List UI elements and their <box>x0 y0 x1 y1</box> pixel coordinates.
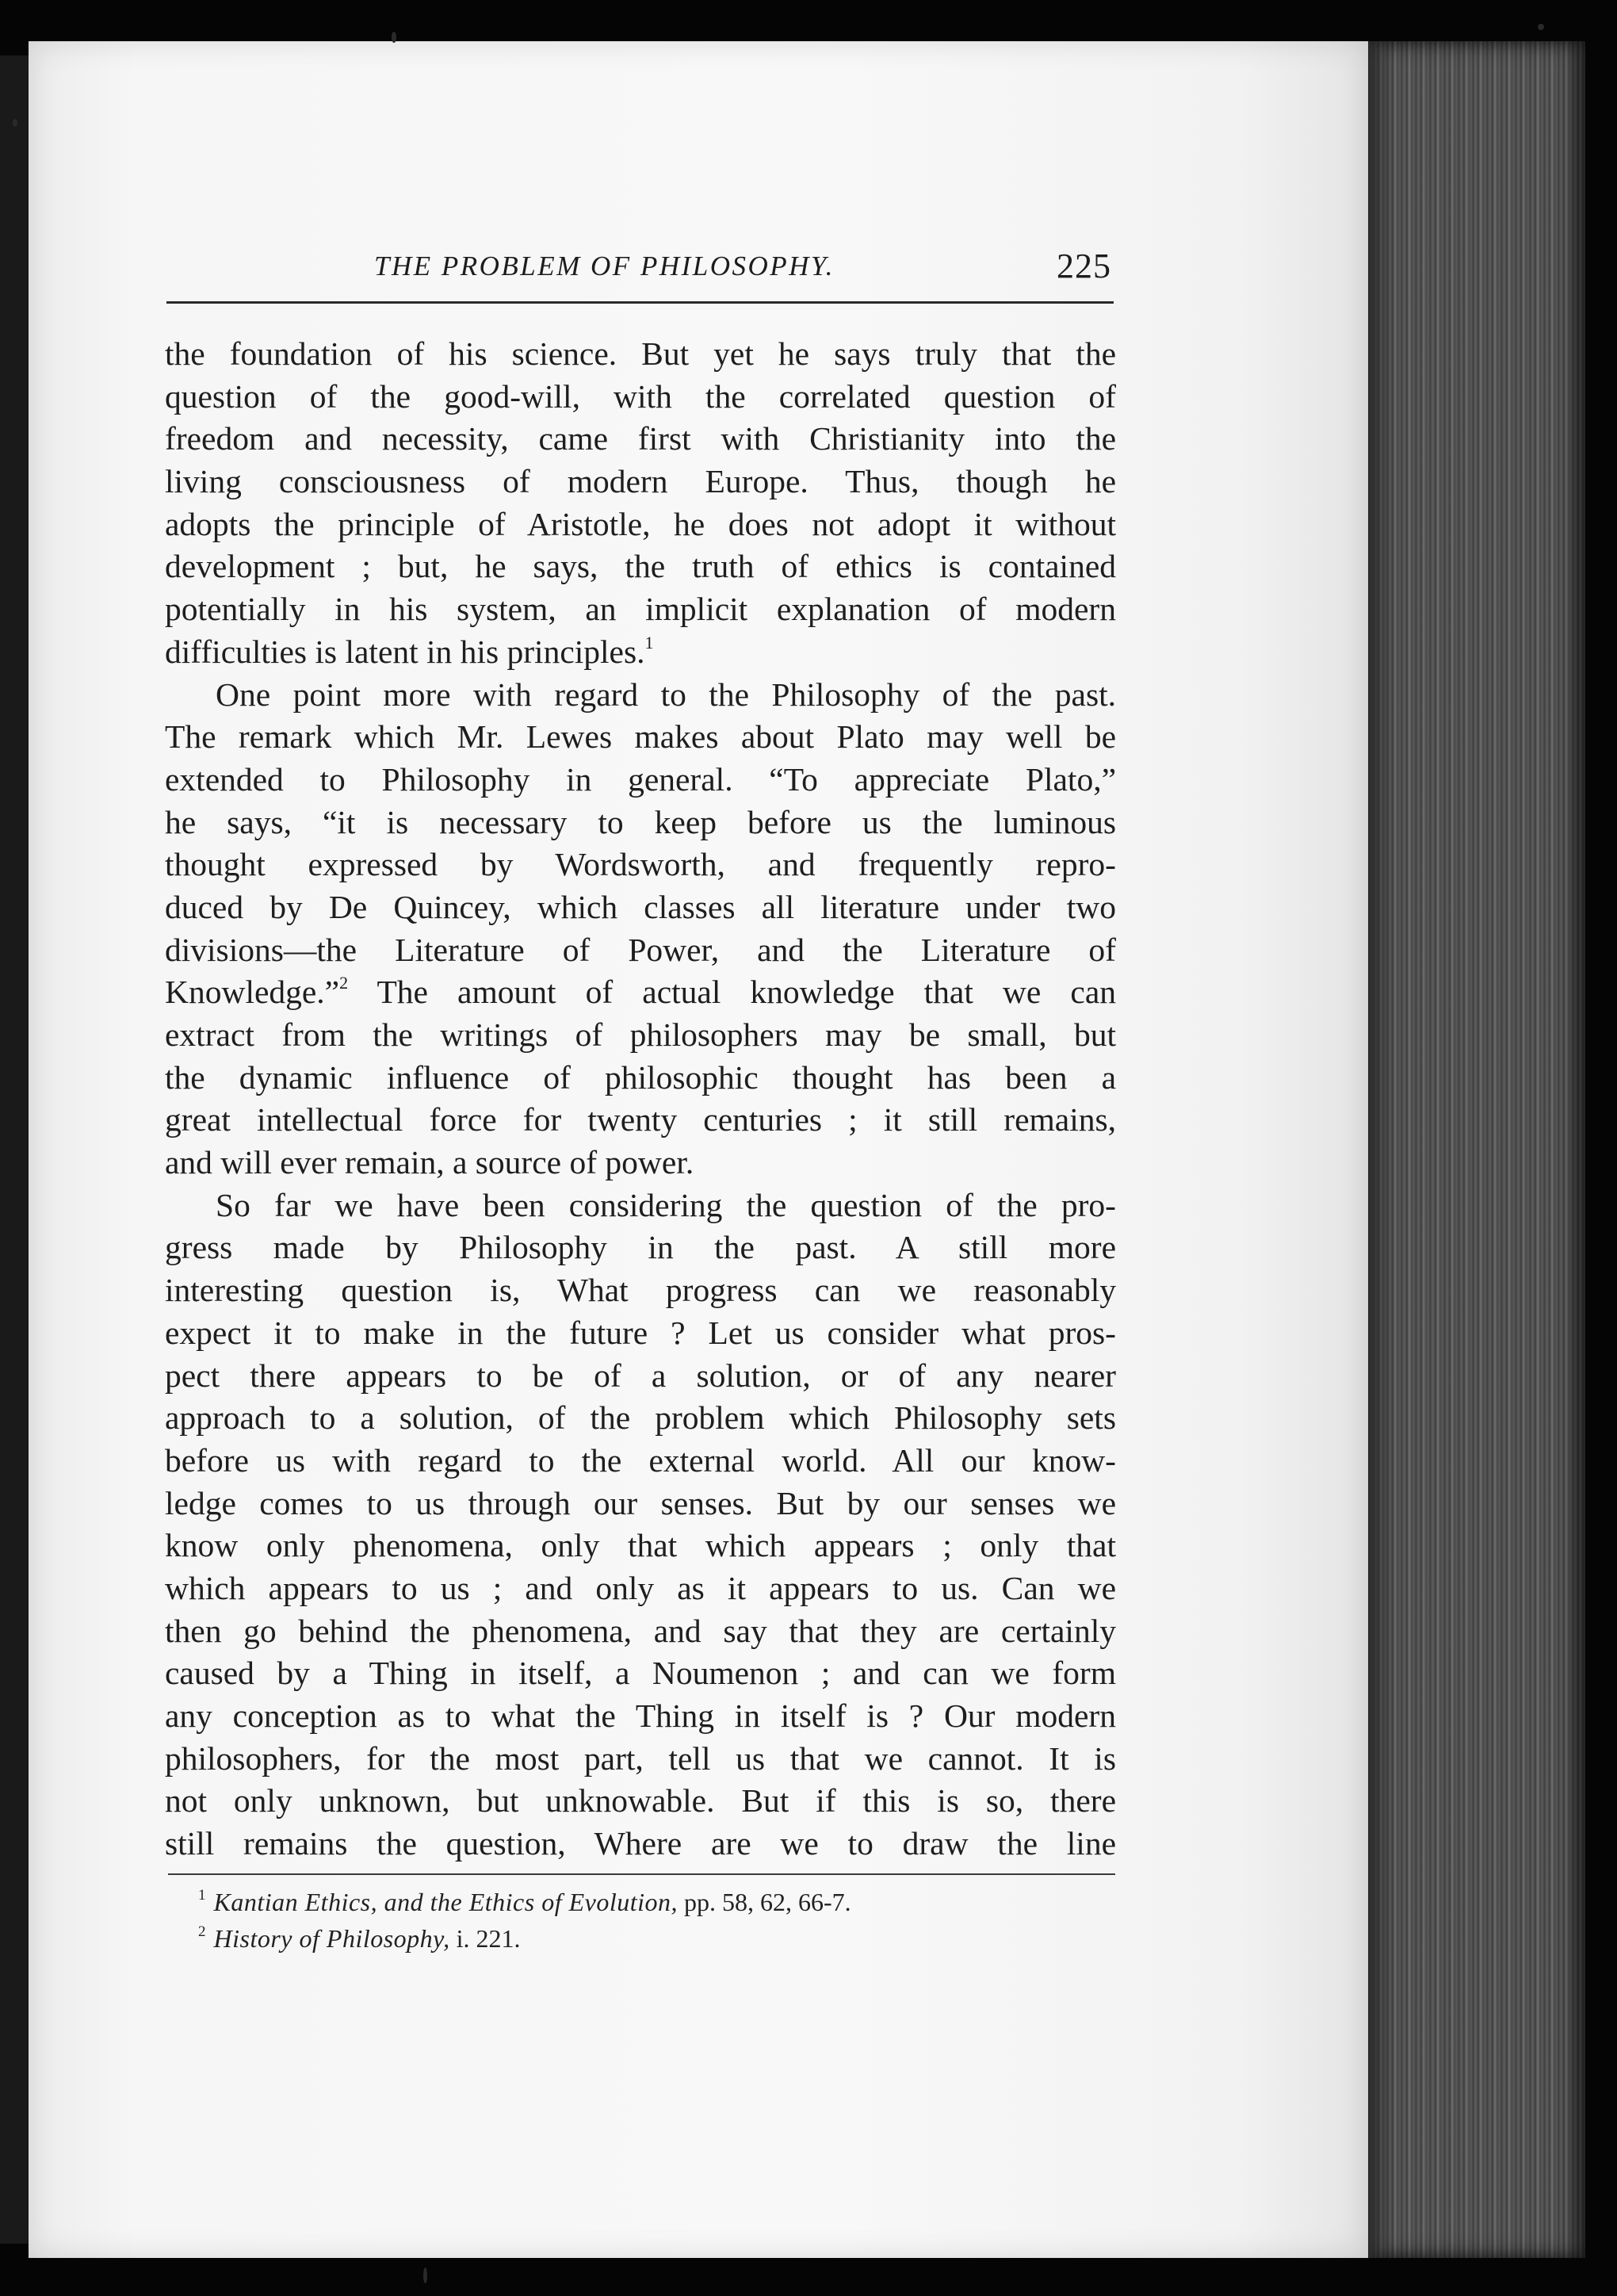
text-line: So far we have been considering the question of the pro- <box>216 1186 1116 1223</box>
text-line: freedom and necessity, came first with Christianity into the <box>165 420 1116 457</box>
text-line: not only unknown, but unknowable. But if this is so, there <box>165 1782 1116 1820</box>
running-head <box>168 247 1111 298</box>
paragraph-3 <box>165 1184 1116 1866</box>
footnote-ref-1: 1 <box>644 632 654 652</box>
page-fore-edge <box>1359 41 1585 2258</box>
text-line: expect it to make in the future ? Let us consider what pros- <box>165 1314 1116 1351</box>
text-line: before us with regard to the external world. All our know- <box>165 1441 1116 1479</box>
scan-speck <box>423 2267 427 2283</box>
text-line: any conception as to what the Thing in itself is ? Our modern <box>165 1697 1116 1734</box>
footnote-mark: 2 <box>198 1923 206 1940</box>
text-line: gress made by Philosophy in the past. A still more <box>165 1229 1116 1266</box>
text-line: he says, “it is necessary to keep before us the luminous <box>165 803 1116 840</box>
text-line: interesting question is, What progress can we reasonably <box>165 1272 1116 1309</box>
text-line: One point more with regard to the Philosophy of the past. <box>216 675 1116 713</box>
text-line: duced by De Quincey, which classes all literature under two <box>165 888 1116 925</box>
running-title: THE PROBLEM OF PHILOSOPHY. <box>374 251 835 281</box>
text-line: the foundation of his science. But yet he says truly that the <box>165 335 1116 372</box>
footnote-source-title: Kantian Ethics, and the Ethics of Evolution, <box>213 1888 678 1916</box>
text-line: development ; but, he says, the truth of ethics is contained <box>165 548 1116 585</box>
text-line: which appears to us ; and only as it appears to us. Can we <box>165 1569 1116 1606</box>
text-line: question of the good-will, with the correlated question of <box>165 377 1116 415</box>
header-rule <box>166 301 1114 304</box>
text-line: know only phenomena, only that which appears ; only that <box>165 1527 1116 1564</box>
scan-speck <box>392 32 396 43</box>
text-line: pect there appears to be of a solution, or of any nearer <box>165 1357 1116 1394</box>
text-segment: difficulties is latent in his principles. <box>165 633 645 670</box>
text-line: approach to a solution, of the problem which Philosophy sets <box>165 1399 1116 1437</box>
text-line: still remains the question, Where are we to draw the line <box>165 1825 1116 1862</box>
text-line: divisions—the Literature of Power, and the Literature of <box>165 931 1116 968</box>
footnotes <box>198 1884 1110 1957</box>
footnote-pages: i. 221. <box>449 1924 521 1953</box>
text-line: the dynamic influence of philosophic thought has been a <box>165 1058 1116 1096</box>
binding-edge <box>0 55 32 2244</box>
footnote-1 <box>198 1884 1110 1920</box>
text-line: great intellectual force for twenty centuries ; it still remains, <box>165 1101 1116 1138</box>
text-line: caused by a Thing in itself, a Noumenon ; and can we form <box>165 1655 1116 1692</box>
text-line: thought expressed by Wordsworth, and frequently repro- <box>165 846 1116 883</box>
text-line: philosophers, for the most part, tell us that we cannot. It is <box>165 1739 1116 1777</box>
text-line <box>165 971 1116 1014</box>
text-line: extended to Philosophy in general. “To appreciate Plato,” <box>165 760 1116 798</box>
footnote-source-title: History of Philosophy, <box>213 1924 450 1953</box>
footnote-mark: 1 <box>198 1887 206 1904</box>
scan-speck <box>13 119 17 127</box>
text-line: then go behind the phenomena, and say that they are certainly <box>165 1612 1116 1649</box>
footnote-rule <box>168 1873 1115 1875</box>
scan-speck <box>1538 24 1544 30</box>
paragraph-1 <box>165 333 1116 674</box>
text-line: ledge comes to us through our senses. But by our senses we <box>165 1484 1116 1521</box>
text-line <box>165 631 1116 674</box>
paragraph-2 <box>165 674 1116 1184</box>
text-line: extract from the writings of philosophers may be small, but <box>165 1016 1116 1053</box>
text-line: The remark which Mr. Lewes makes about Plato may well be <box>165 718 1116 756</box>
body-text <box>165 333 1116 1866</box>
footnote-2 <box>198 1920 1110 1957</box>
text-line: potentially in his system, an implicit explanation of modern <box>165 591 1116 628</box>
text-segment: The amount of actual knowledge that we can <box>348 974 1116 1011</box>
text-line: living consciousness of modern Europe. Thus, though he <box>165 463 1116 500</box>
footnote-ref-2: 2 <box>339 973 349 993</box>
text-line: adopts the principle of Aristotle, he does not adopt it without <box>165 505 1116 542</box>
text-segment: Knowledge.” <box>165 974 340 1011</box>
footnote-pages: pp. 58, 62, 66-7. <box>678 1888 851 1916</box>
text-line: and will ever remain, a source of power. <box>165 1144 694 1181</box>
page-number: 225 <box>1057 247 1111 285</box>
